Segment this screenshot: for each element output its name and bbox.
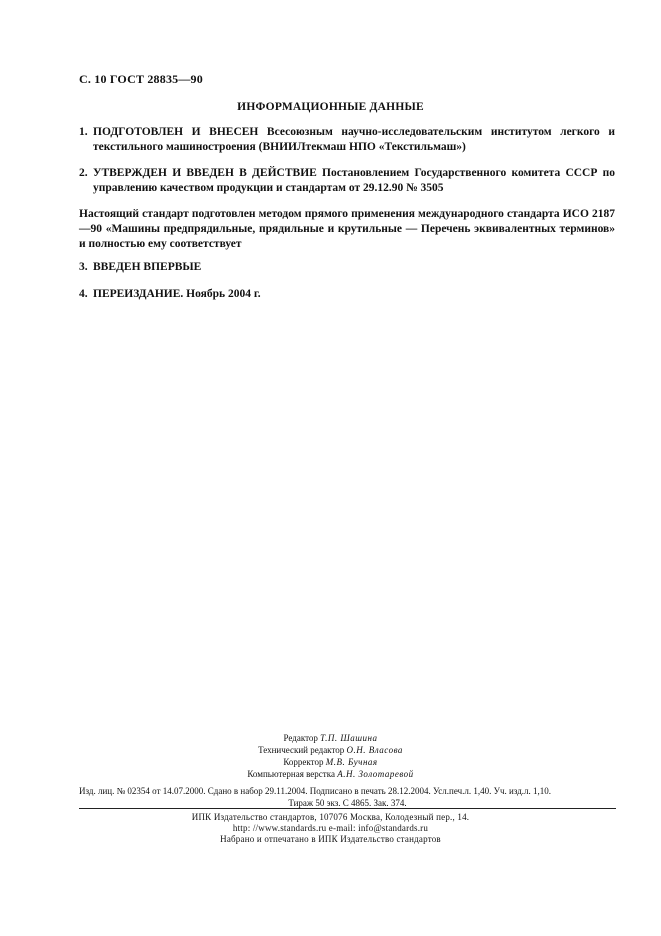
print-run-line: Тираж 50 экз. С 4865. Зак. 374. xyxy=(288,798,407,808)
credit-name: М.В. Бучная xyxy=(325,757,378,767)
item-text: ПЕРЕИЗДАНИЕ. Ноябрь 2004 г. xyxy=(93,288,261,300)
credit-role: Корректор xyxy=(283,757,324,767)
publisher-address: ИПК Издательство стандартов, 107076 Москва, Колодезный пер., 14. xyxy=(191,812,470,822)
credit-name: О.Н. Власова xyxy=(346,745,403,755)
info-item-3 xyxy=(79,260,615,275)
credit-layout xyxy=(0,768,661,780)
section-title: ИНФОРМАЦИОННЫЕ ДАННЫЕ xyxy=(237,101,424,113)
credit-role: Редактор xyxy=(283,733,318,743)
info-item-4 xyxy=(79,287,615,302)
credit-role: Компьютерная верстка xyxy=(247,769,335,779)
item-text: ВВЕДЕН ВПЕРВЫЕ xyxy=(93,261,202,273)
info-item-1 xyxy=(79,125,615,155)
publisher-contacts: http: //www.standards.ru e-mail: info@standards.ru xyxy=(232,823,429,833)
divider xyxy=(79,808,616,809)
item-text: УТВЕРЖДЕН И ВВЕДЕН В ДЕЙСТВИЕ Постановлением Государственного комитета СССР по управлению качеством продукции и стандартам от 29.12.90 № 3505 xyxy=(93,167,615,194)
publication-info-line: Изд. лиц. № 02354 от 14.07.2000. Сдано в набор 29.11.2004. Подписано в печать 28.12.2004. Усл.печ.л. 1,40. Уч. изд.л. 1,10. xyxy=(79,786,552,796)
credits-block xyxy=(0,732,661,780)
note-text: Настоящий стандарт подготовлен методом прямого применения международного стандарта ИСО 2187—90 «Машины предпрядильные, прядильные и крутильные — Перечень эквивалентных терминов» и полностью ему соответствует xyxy=(79,208,615,250)
item-number: 2. xyxy=(79,167,88,179)
item-text: ПОДГОТОВЛЕН И ВНЕСЕН Всесоюзным научно-исследовательским институтом легкого и текстильного машиностроения (ВНИИЛтекмаш НПО «Текстильмаш») xyxy=(93,126,615,153)
credit-editor xyxy=(0,732,661,744)
credit-name: А.Н. Золотаревой xyxy=(337,769,414,779)
publisher-footer xyxy=(0,812,661,845)
item-number: 1. xyxy=(79,126,88,138)
credit-role: Технический редактор xyxy=(258,745,345,755)
info-item-2 xyxy=(79,166,615,196)
item-number: 4. xyxy=(79,288,88,300)
credit-proofreader xyxy=(0,756,661,768)
item-number: 3. xyxy=(79,261,88,273)
credit-name: Т.П. Шашина xyxy=(320,733,378,743)
publication-info xyxy=(79,785,616,809)
credit-technical-editor xyxy=(0,744,661,756)
page-header: С. 10 ГОСТ 28835—90 xyxy=(79,72,203,86)
info-note xyxy=(79,207,615,252)
printing-note: Набрано и отпечатано в ИПК Издательство стандартов xyxy=(220,834,441,844)
